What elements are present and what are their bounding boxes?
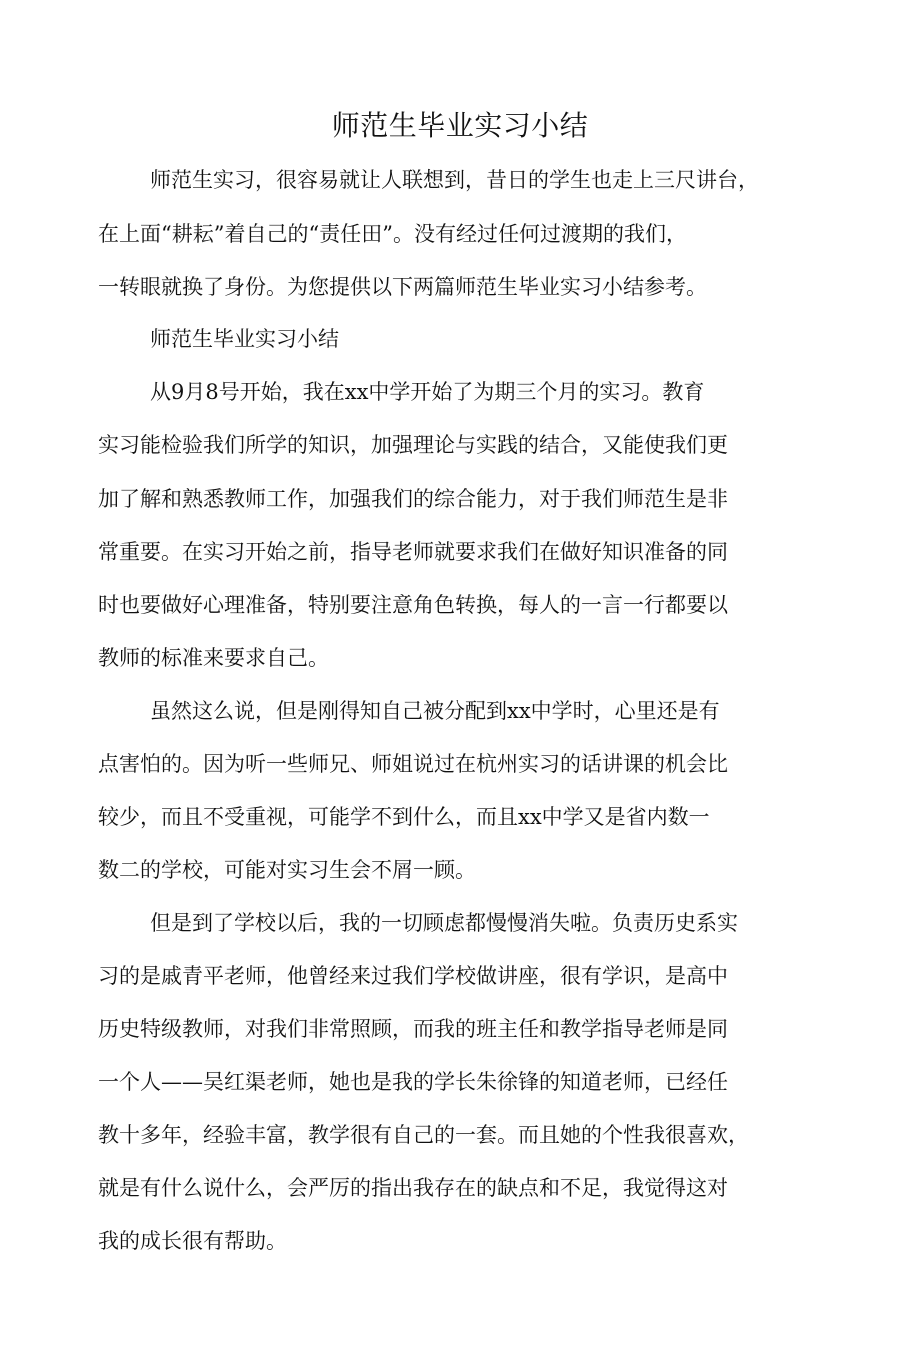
paragraph-line: 教师的标准来要求自己。	[98, 646, 329, 670]
intro-line: 一转眼就换了身份。为您提供以下两篇师范生毕业实习小结参考。	[98, 275, 707, 299]
paragraph-line: 但是到了学校以后，我的一切顾虑都慢慢消失啦。负责历史系实	[150, 911, 738, 935]
intro-line: 师范生实习，很容易就让人联想到，昔日的学生也走上三尺讲台，	[150, 168, 759, 192]
paragraph-line: 虽然这么说，但是刚得知自己被分配到xx中学时，心里还是有	[150, 699, 720, 723]
paragraph-line: 较少，而且不受重视，可能学不到什么，而且xx中学又是省内数一	[98, 805, 710, 829]
paragraph-line: 历史特级教师，对我们非常照顾，而我的班主任和教学指导老师是同	[98, 1017, 728, 1041]
paragraph-line: 从9月8号开始，我在xx中学开始了为期三个月的实习。教育	[150, 380, 705, 404]
intro-line: 在上面“耕耘”着自己的“责任田”。没有经过任何过渡期的我们，	[98, 222, 687, 246]
paragraph-line: 数二的学校，可能对实习生会不屑一顾。	[98, 858, 476, 882]
page-title: 师范生毕业实习小结	[331, 109, 589, 142]
paragraph-line: 实习能检验我们所学的知识，加强理论与实践的结合，又能使我们更	[98, 433, 728, 457]
paragraph-line: 时也要做好心理准备，特别要注意角色转换，每人的一言一行都要以	[98, 593, 728, 617]
paragraph-line: 一个人——吴红渠老师，她也是我的学长朱徐锋的知道老师，已经任	[98, 1070, 728, 1094]
paragraph-line: 点害怕的。因为听一些师兄、师姐说过在杭州实习的话讲课的机会比	[98, 752, 728, 776]
paragraph-line: 就是有什么说什么，会严厉的指出我存在的缺点和不足，我觉得这对	[98, 1176, 728, 1200]
paragraph-line: 教十多年，经验丰富，教学很有自己的一套。而且她的个性我很喜欢，	[98, 1123, 749, 1147]
paragraph-line: 加了解和熟悉教师工作，加强我们的综合能力，对于我们师范生是非	[98, 487, 728, 511]
paragraph-line: 我的成长很有帮助。	[98, 1229, 287, 1253]
paragraph-line: 习的是戚青平老师，他曾经来过我们学校做讲座，很有学识，是高中	[98, 964, 728, 988]
paragraph-line: 常重要。在实习开始之前，指导老师就要求我们在做好知识准备的同	[98, 540, 728, 564]
section-subtitle: 师范生毕业实习小结	[150, 327, 339, 351]
